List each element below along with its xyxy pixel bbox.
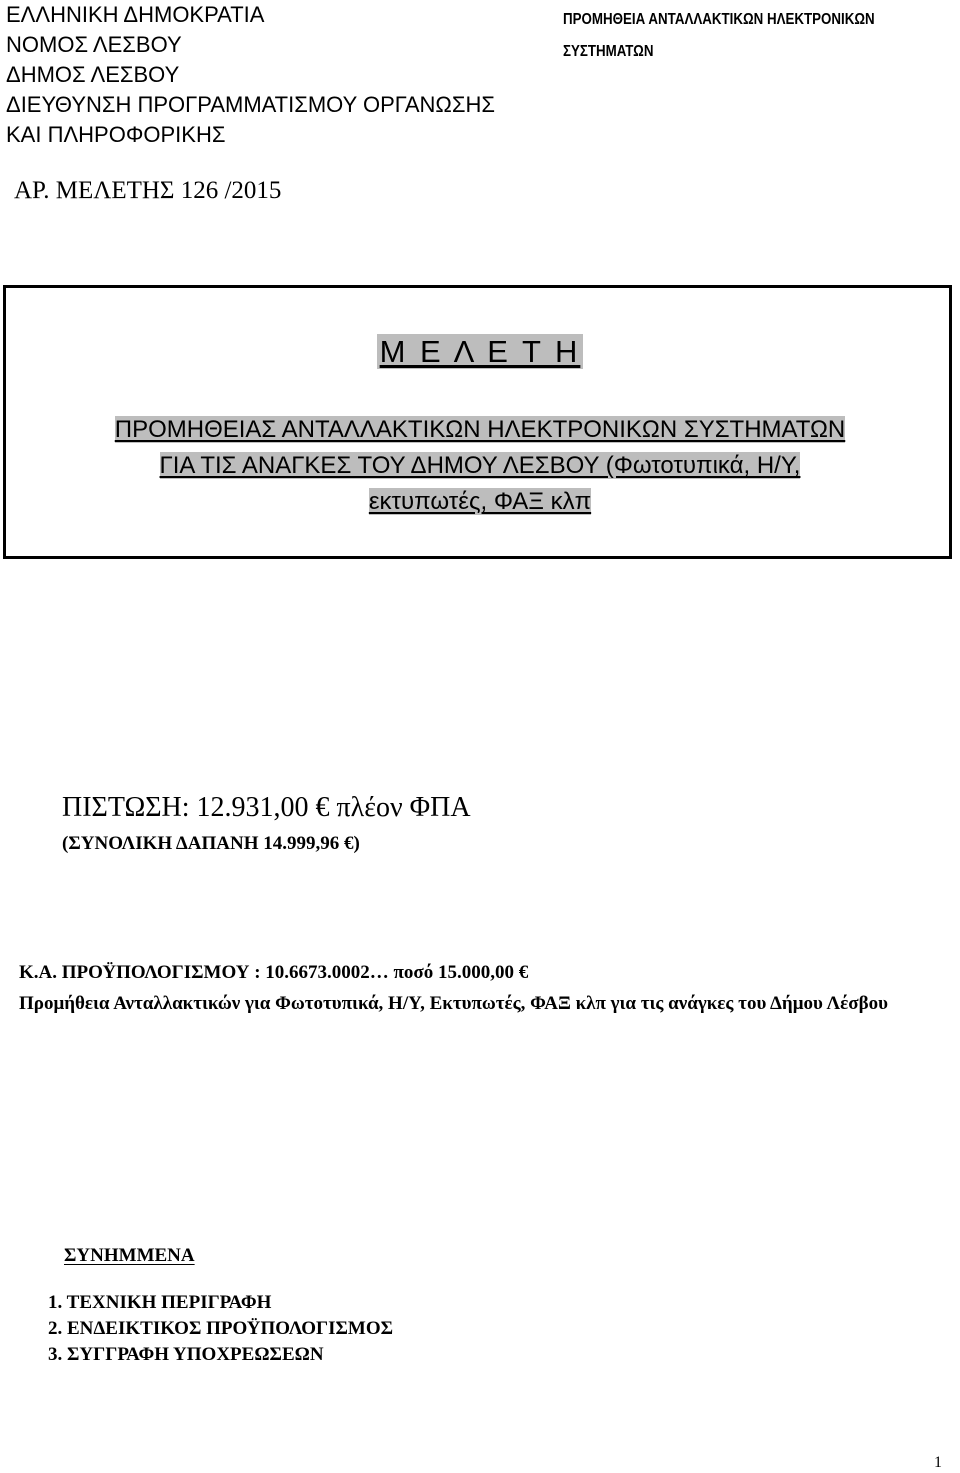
- attachment-item: 2. ΕΝΔΕΙΚΤΙΚΟΣ ΠΡΟΫΠΟΛΟΓΙΣΜΟΣ: [48, 1318, 394, 1339]
- study-heading: [0, 332, 960, 372]
- budget-description: Προμήθεια Ανταλλακτικών για Φωτοτυπικά, Η/Υ, Εκτυπωτές, ΦΑΞ κλπ για τις ανάγκες του Δήμου Λέσβου: [19, 993, 888, 1014]
- subject-line: ΠΡΟΜΗΘΕΙΑ ΑΝΤΑΛΛΑΚΤΙΚΩΝ ΗΛΕΚΤΡΟΝΙΚΩΝ: [563, 11, 875, 28]
- document-subject: [563, 4, 875, 68]
- study-title-line: ΠΡΟΜΗΘΕΙΑΣ ΑΝΤΑΛΛΑΚΤΙΚΩΝ ΗΛΕΚΤΡΟΝΙΚΩΝ ΣΥΣΤΗΜΑΤΩΝ: [114, 416, 846, 443]
- attachment-item: 1. ΤΕΧΝΙΚΗ ΠΕΡΙΓΡΑΦΗ: [48, 1292, 272, 1313]
- attachments-title: ΣΥΝΗΜΜΕΝΑ: [64, 1245, 195, 1266]
- authority-line: ΕΛΛΗΝΙΚΗ ΔΗΜΟΚΡΑΤΙΑ: [6, 2, 265, 27]
- study-number: ΑΡ. ΜΕΛΕΤΗΣ 126 /2015: [14, 177, 282, 204]
- authority-line: ΔΗΜΟΣ ΛΕΣΒΟΥ: [6, 62, 180, 87]
- subject-line: ΣΥΣΤΗΜΑΤΩΝ: [563, 43, 654, 60]
- page-number: 1: [934, 1454, 942, 1471]
- budget-code: Κ.Α. ΠΡΟΫΠΟΛΟΓΙΣΜΟΥ : 10.6673.0002… ποσό 15.000,00 €: [19, 962, 529, 983]
- attachment-item: 3. ΣΥΓΓΡΑΦΗ ΥΠΟΧΡΕΩΣΕΩΝ: [48, 1344, 324, 1365]
- study-title: [0, 412, 960, 520]
- authority-line: ΝΟΜΟΣ ΛΕΣΒΟΥ: [6, 32, 182, 57]
- credit-amount: ΠΙΣΤΩΣΗ: 12.931,00 € πλέον ΦΠΑ: [62, 792, 471, 823]
- study-title-line: εκτυπωτές, ΦΑΞ κλπ: [368, 488, 592, 515]
- authority-block: [6, 0, 495, 150]
- authority-line: ΚΑΙ ΠΛΗΡΟΦΟΡΙΚΗΣ: [6, 122, 226, 147]
- authority-line: ΔΙΕΥΘΥΝΣΗ ΠΡΟΓΡΑΜΜΑΤΙΣΜΟΥ ΟΡΓΑΝΩΣΗΣ: [6, 92, 495, 117]
- total-expense: (ΣΥΝΟΛΙΚΗ ΔΑΠΑΝΗ 14.999,96 €): [62, 833, 360, 854]
- attachments-list: [48, 1290, 393, 1368]
- study-title-line: ΓΙΑ ΤΙΣ ΑΝΑΓΚΕΣ ΤΟΥ ΔΗΜΟΥ ΛΕΣΒΟΥ (Φωτοτυπικά, Η/Υ,: [159, 452, 801, 479]
- study-heading-text: Μ Ε Λ Ε Τ Η: [377, 334, 584, 369]
